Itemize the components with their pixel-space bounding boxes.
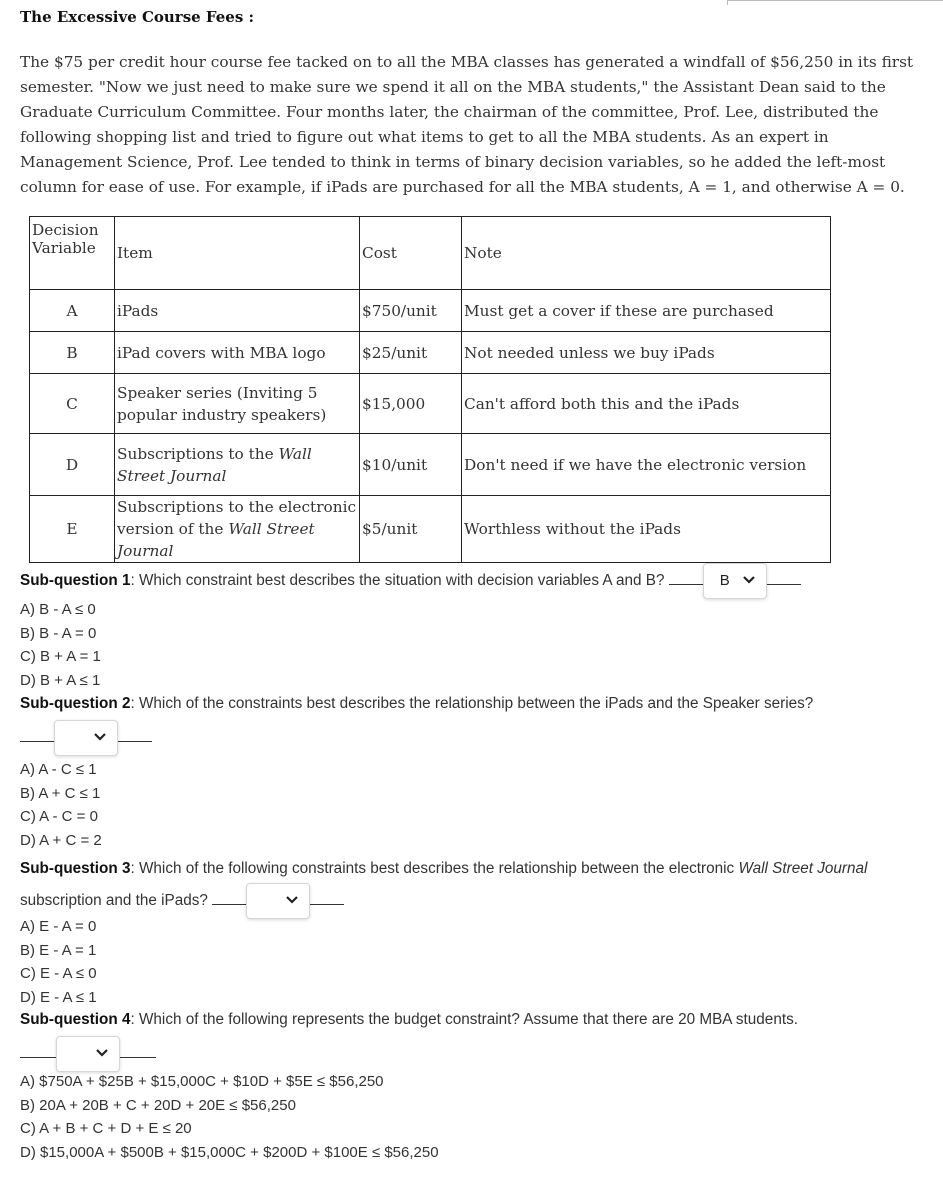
answer-dropdown-2[interactable] xyxy=(54,720,118,756)
option-b: B) 20A + 20B + C + 20D + 20E ≤ $56,250 xyxy=(20,1096,296,1114)
row-item xyxy=(115,496,360,563)
answer-dropdown-4[interactable] xyxy=(56,1036,120,1072)
row-item-emphasis: Wall Street Journal xyxy=(117,520,315,560)
subquestion-label: Sub-question 4 xyxy=(20,1011,131,1028)
row-note: Not needed unless we buy iPads xyxy=(462,332,831,374)
row-item xyxy=(115,434,360,496)
header-var-line1: Decision xyxy=(32,221,99,239)
subquestion-3 xyxy=(20,855,925,919)
subquestion-text-end: subscription and the iPads? xyxy=(20,892,208,910)
table-row xyxy=(30,496,831,563)
row-variable: C xyxy=(30,374,115,434)
subquestion-label: Sub-question 2 xyxy=(20,695,131,712)
option-a: A) $750A + $25B + $15,000C + $10D + $5E ≤ $56,250 xyxy=(20,1073,384,1090)
subquestion-2-answer xyxy=(20,720,152,756)
header-item: Item xyxy=(115,217,360,290)
table-header-row xyxy=(30,217,831,290)
row-variable: B xyxy=(30,332,115,374)
row-variable: D xyxy=(30,434,115,496)
subquestion-3-options xyxy=(20,915,97,1009)
row-note: Worthless without the iPads xyxy=(462,496,831,563)
chevron-down-icon xyxy=(742,573,756,587)
row-variable: E xyxy=(30,496,115,563)
option-d: D) $15,000A + $500B + $15,000C + $200D + $100E ≤ $56,250 xyxy=(20,1143,439,1161)
subquestion-2-options xyxy=(20,758,102,852)
row-cost: $25/unit xyxy=(360,332,462,374)
option-d: D) E - A ≤ 1 xyxy=(20,988,97,1006)
subquestion-4-options xyxy=(20,1070,439,1164)
row-item-text: Subscriptions to the electronic version of the xyxy=(117,498,357,538)
row-variable: A xyxy=(30,290,115,332)
option-b: B) E - A = 1 xyxy=(20,941,97,959)
chevron-down-icon xyxy=(93,730,107,744)
page-title: The Excessive Course Fees : xyxy=(20,8,255,26)
row-item: iPads xyxy=(115,290,360,332)
row-item: iPad covers with MBA logo xyxy=(115,332,360,374)
answer-dropdown-1[interactable] xyxy=(703,563,767,599)
answer-blank xyxy=(118,741,152,742)
top-divider xyxy=(727,0,943,5)
row-item-text: Subscriptions to the xyxy=(117,444,279,463)
chevron-down-icon xyxy=(95,1046,109,1060)
option-b: B) B - A = 0 xyxy=(20,624,97,642)
row-cost: $15,000 xyxy=(360,374,462,434)
option-a: A) E - A = 0 xyxy=(20,918,97,935)
answer-blank xyxy=(20,1057,56,1058)
option-a: A) A - C ≤ 1 xyxy=(20,761,97,778)
subquestion-text: : Which of the following represents the budget constraint? Assume that there are 20 MBA students. xyxy=(130,1011,798,1028)
answer-blank xyxy=(20,741,54,742)
option-b: B) A + C ≤ 1 xyxy=(20,784,101,802)
row-cost: $750/unit xyxy=(360,290,462,332)
row-note: Don't need if we have the electronic version xyxy=(462,434,831,496)
row-item: Speaker series (Inviting 5 popular industry speakers) xyxy=(115,374,360,434)
subquestion-1-options xyxy=(20,598,101,692)
row-cost: $5/unit xyxy=(360,496,462,563)
subquestion-text: : Which of the constraints best describes the relationship between the iPads and the Speaker series? xyxy=(130,695,814,712)
option-d: D) B + A ≤ 1 xyxy=(20,671,101,689)
table-row xyxy=(30,434,831,496)
subquestion-2 xyxy=(20,695,813,713)
subquestion-label: Sub-question 3 xyxy=(20,860,131,877)
option-c: C) A - C = 0 xyxy=(20,808,98,825)
table-row xyxy=(30,332,831,374)
intro-paragraph: The $75 per credit hour course fee tacked on to all the MBA classes has generated a windfall of $56,250 in its first semester. "Now we just need to make sure we spend it all on the MBA students," the Assistant Dean said to the Graduate Curriculum Committee. Four months later, the chairman of the committee, Prof. Lee, distributed the following shopping list and tried to figure out what items to get to all the MBA students. As an expert in Management Science, Prof. Lee tended to think in terms of binary decision variables, so he added the left-most column for ease of use. For example, if iPads are purchased for all the MBA students, A = 1, and otherwise A = 0. xyxy=(20,53,914,196)
subquestion-1 xyxy=(20,563,940,599)
dropdown-selected-value: B xyxy=(719,572,730,589)
option-c: C) B + A = 1 xyxy=(20,648,101,665)
answer-blank xyxy=(310,904,344,905)
subquestion-text: : Which constraint best describes the situation with decision variables A and B? xyxy=(130,572,665,590)
subquestion-emphasis: Wall Street Journal xyxy=(738,860,868,877)
header-note: Note xyxy=(462,217,831,290)
option-a: A) B - A ≤ 0 xyxy=(20,601,96,618)
shopping-list-table xyxy=(29,216,831,563)
table-row xyxy=(30,290,831,332)
header-cost: Cost xyxy=(360,217,462,290)
subquestion-text: : Which of the following constraints best describes the relationship between the electronic xyxy=(130,860,739,877)
option-c: C) E - A ≤ 0 xyxy=(20,965,97,982)
answer-blank xyxy=(669,584,703,585)
chevron-down-icon xyxy=(285,893,299,907)
table-row xyxy=(30,374,831,434)
answer-blank xyxy=(212,904,246,905)
answer-dropdown-3[interactable] xyxy=(246,883,310,919)
row-note: Can't afford both this and the iPads xyxy=(462,374,831,434)
header-var-line2: Variable xyxy=(32,239,96,257)
subquestion-4-answer xyxy=(20,1036,156,1072)
row-item-emphasis: Wall Street Journal xyxy=(117,444,312,485)
option-c: C) A + B + C + D + E ≤ 20 xyxy=(20,1120,192,1137)
subquestion-label: Sub-question 1 xyxy=(20,572,131,590)
row-note: Must get a cover if these are purchased xyxy=(462,290,831,332)
answer-blank xyxy=(120,1057,156,1058)
header-decision-variable xyxy=(30,217,115,290)
answer-blank xyxy=(767,584,801,585)
option-d: D) A + C = 2 xyxy=(20,831,102,849)
subquestion-4 xyxy=(20,1011,798,1029)
row-cost: $10/unit xyxy=(360,434,462,496)
